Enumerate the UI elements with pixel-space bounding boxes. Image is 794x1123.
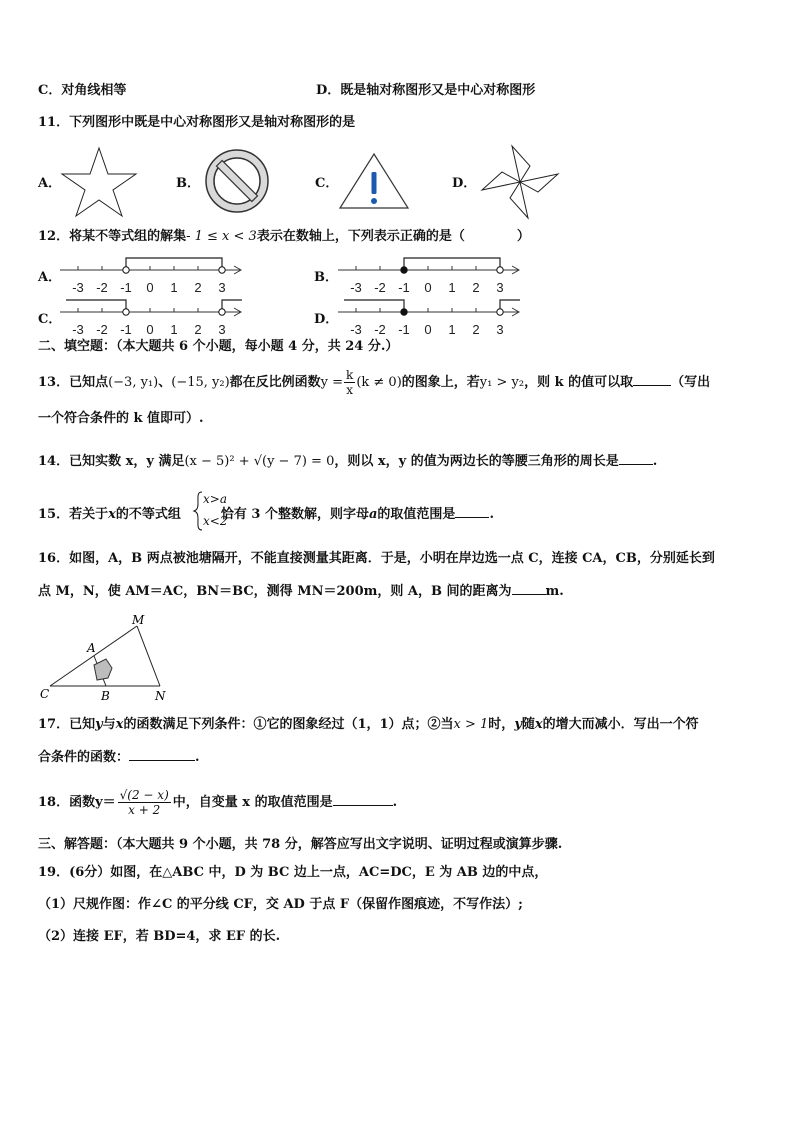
number-line-tick-label: -1 bbox=[398, 322, 410, 337]
q11-stem: 11．下列图形中既是中心对称图形又是轴对称图形的是 bbox=[38, 115, 356, 130]
q17-cond: x > 1 bbox=[453, 717, 489, 732]
q16-fig-label-b: B bbox=[101, 689, 110, 703]
number-line-tick-label: 2 bbox=[472, 280, 480, 295]
q11-label-a: A． bbox=[38, 176, 62, 191]
q13-sep: 、 bbox=[158, 375, 172, 390]
q16-fig-label-m: M bbox=[132, 613, 145, 627]
closed-endpoint-dot bbox=[401, 309, 407, 315]
q19-part1: （1）尺规作图：作∠C 的平分线 CF，交 AD 于点 F（保留作图痕迹，不写作法）; bbox=[38, 897, 523, 912]
q17-a: 17．已知 bbox=[38, 717, 96, 732]
open-endpoint-circle bbox=[123, 309, 129, 315]
q15-e: . bbox=[489, 507, 494, 522]
q16-line1: 16．如图，A，B 两点被池塘隔开，不能直接测量其距离．于是，小明在岸边选一点 C，连接 CA，CB，分别延长到 bbox=[38, 551, 715, 566]
q19-stem: 19．(6分）如图，在△ABC 中，D 为 BC 边上一点，AC=DC，E 为 AB 边的中点， bbox=[38, 865, 548, 880]
number-line-tick-label: -3 bbox=[350, 280, 362, 295]
q16-figure bbox=[36, 612, 176, 704]
q19-part2: （2）连接 EF，若 BD=4，求 EF 的长. bbox=[38, 929, 281, 944]
q13-cond: (k ≠ 0) bbox=[356, 375, 402, 390]
q13-c: 的图象上，若 bbox=[401, 375, 480, 390]
q16-fig-label-n: N bbox=[155, 689, 166, 703]
q18-answer-blank[interactable] bbox=[333, 793, 393, 806]
q17-answer-blank[interactable] bbox=[129, 748, 195, 761]
open-endpoint-circle bbox=[497, 309, 503, 315]
q13-line1 bbox=[38, 368, 710, 397]
q13-point2: (−15, y₂) bbox=[171, 375, 230, 390]
q17-f: 的增大而减小．写出一个符 bbox=[542, 717, 699, 732]
q17-y: y bbox=[95, 717, 103, 732]
q16-answer-blank[interactable] bbox=[512, 582, 546, 595]
q10-option-c: C．对角线相等 bbox=[38, 83, 127, 98]
q17-line2-end: . bbox=[195, 750, 200, 765]
no-entry-icon bbox=[204, 148, 270, 214]
number-line-tick-label: -1 bbox=[120, 280, 132, 295]
q12-label-b: B． bbox=[314, 270, 338, 285]
number-line-tick-label: -1 bbox=[120, 322, 132, 337]
q12-label-a: A． bbox=[38, 270, 62, 285]
q15-brace-icon bbox=[193, 491, 203, 531]
q14-line bbox=[38, 452, 657, 471]
q15-x: x bbox=[108, 507, 116, 522]
q15-line bbox=[38, 505, 494, 524]
q15-c: 恰有 3 个整数解，则字母 bbox=[220, 507, 369, 522]
q16-line2a: 点 M，N，使 AM＝AC，BN＝BC，测得 MN＝200m，则 A，B 间的距离为 bbox=[38, 584, 512, 599]
q14-c: . bbox=[652, 454, 658, 469]
open-endpoint-circle bbox=[219, 267, 225, 273]
q14-b: ，则以 x，y 的值为两边长的等腰三角形的周长是 bbox=[334, 454, 619, 469]
q12-stem-b: 表示在数轴上，下列表示正确的是（ bbox=[256, 229, 465, 244]
q12-stem-a: 12．将某不等式组的解集 bbox=[38, 229, 187, 244]
number-line-tick-label: 3 bbox=[218, 280, 226, 295]
q15-system-line1: x>a bbox=[203, 492, 227, 506]
number-line-tick-label: -3 bbox=[350, 322, 362, 337]
q13-func-left: y = bbox=[320, 375, 344, 390]
number-line-tick-label: -2 bbox=[96, 322, 108, 337]
q16-line2 bbox=[38, 582, 564, 601]
q17-line2-text: 合条件的函数： bbox=[38, 750, 130, 765]
number-line-tick-label: 1 bbox=[170, 280, 178, 295]
q14-answer-blank[interactable] bbox=[619, 452, 653, 465]
q17-e: 随 bbox=[521, 717, 535, 732]
q16-fig-label-a: A bbox=[87, 641, 96, 655]
q17-c: 的函数满足下列条件：①它的图象经过（1，1）点；②当 bbox=[123, 717, 454, 732]
number-line-tick-label: -2 bbox=[374, 322, 386, 337]
number-line-tick-label: 0 bbox=[146, 280, 154, 295]
q17-b: 与 bbox=[102, 717, 116, 732]
number-line-tick-label: -2 bbox=[374, 280, 386, 295]
q13-d: ，则 k 的值可以取 bbox=[524, 375, 634, 390]
q12-label-d: D． bbox=[314, 312, 339, 327]
q17-x: x bbox=[115, 717, 124, 732]
q18-fraction bbox=[118, 788, 171, 817]
pinwheel-icon bbox=[480, 144, 560, 220]
q15-answer-blank[interactable] bbox=[455, 505, 489, 518]
q13-line2: 一个符合条件的 k 值即可）. bbox=[38, 411, 204, 426]
number-line-tick-label: 0 bbox=[424, 322, 432, 337]
section-2-heading: 二、填空题：（本大题共 6 个小题，每小题 4 分，共 24 分.） bbox=[38, 339, 399, 354]
q18-func-left: y＝ bbox=[95, 795, 116, 810]
number-line-tick-label: 1 bbox=[448, 280, 456, 295]
q13-ineq: y₁ > y₂ bbox=[479, 375, 525, 390]
q15-a: 15．若关于 bbox=[38, 507, 109, 522]
number-line-tick-label: 2 bbox=[472, 322, 480, 337]
q13-a: 13．已知点 bbox=[38, 375, 109, 390]
q15-a-var: a bbox=[368, 507, 378, 522]
q16-line2b: m. bbox=[545, 584, 564, 599]
q13-frac-den: x bbox=[346, 383, 354, 397]
number-line-tick-label: 3 bbox=[218, 322, 226, 337]
open-endpoint-circle bbox=[219, 309, 225, 315]
q13-frac-num: k bbox=[346, 368, 354, 382]
q18-frac-num: √(2 − x) bbox=[119, 788, 169, 802]
number-line-tick-label: -3 bbox=[72, 322, 84, 337]
q13-point1: (−3, y₁) bbox=[108, 375, 159, 390]
q18-frac-den: x + 2 bbox=[128, 803, 161, 817]
q12-stem-c: ） bbox=[516, 229, 530, 244]
q13-answer-blank[interactable] bbox=[633, 373, 671, 386]
q18-line bbox=[38, 784, 397, 822]
q11-label-d: D． bbox=[452, 176, 477, 191]
open-endpoint-circle bbox=[497, 267, 503, 273]
number-line-tick-label: 2 bbox=[194, 280, 202, 295]
number-line-tick-label: 3 bbox=[496, 280, 504, 295]
number-line-tick-label: 0 bbox=[146, 322, 154, 337]
q18-c: . bbox=[392, 795, 398, 810]
number-line-tick-label: 0 bbox=[424, 280, 432, 295]
q11-label-c: C． bbox=[315, 176, 339, 191]
q17-x2: x bbox=[534, 717, 543, 732]
warning-triangle-icon bbox=[338, 152, 410, 212]
number-line-tick-label: 1 bbox=[170, 322, 178, 337]
q18-b: 中，自变量 x 的取值范围是 bbox=[172, 795, 333, 810]
q16-fig-label-c: C bbox=[40, 687, 50, 701]
number-line-tick-label: -1 bbox=[398, 280, 410, 295]
q15-b: 的不等式组 bbox=[115, 507, 181, 522]
q17-d: 时， bbox=[488, 717, 515, 732]
number-line-tick-label: 3 bbox=[496, 322, 504, 337]
q13-e: （写出 bbox=[671, 375, 711, 390]
q18-a: 18．函数 bbox=[38, 795, 96, 810]
q12-label-c: C． bbox=[38, 312, 62, 327]
q13-b: 都在反比例函数 bbox=[229, 375, 321, 390]
section-3-heading: 三、解答题：（本大题共 9 个小题，共 78 分，解答应写出文字说明、证明过程或演算步骤. bbox=[38, 837, 563, 852]
q11-label-b: B． bbox=[176, 176, 200, 191]
q17-line1 bbox=[38, 716, 699, 734]
open-endpoint-circle bbox=[123, 267, 129, 273]
q15-d: 的取值范围是 bbox=[377, 507, 456, 522]
q12-solution-set: - 1 ≤ x < 3 bbox=[186, 229, 257, 244]
q14-a: 14．已知实数 x，y 满足 bbox=[38, 454, 185, 469]
number-line-tick-label: -3 bbox=[72, 280, 84, 295]
star-icon bbox=[60, 146, 140, 216]
solution-set-bracket bbox=[344, 300, 520, 312]
closed-endpoint-dot bbox=[401, 267, 407, 273]
q17-y2: y bbox=[514, 717, 522, 732]
solution-set-bracket bbox=[66, 300, 242, 312]
q10-option-d: D．既是轴对称图形又是中心对称图形 bbox=[316, 83, 536, 98]
q15-system-line2: x<2 bbox=[203, 514, 228, 528]
q17-line2 bbox=[38, 748, 200, 767]
number-line-tick-label: 1 bbox=[448, 322, 456, 337]
q12-stem bbox=[38, 228, 530, 246]
q14-expr: (x − 5)² + √(y − 7) = 0 bbox=[184, 454, 335, 469]
number-line-tick-label: -2 bbox=[96, 280, 108, 295]
number-line-tick-label: 2 bbox=[194, 322, 202, 337]
q13-fraction bbox=[344, 368, 355, 397]
